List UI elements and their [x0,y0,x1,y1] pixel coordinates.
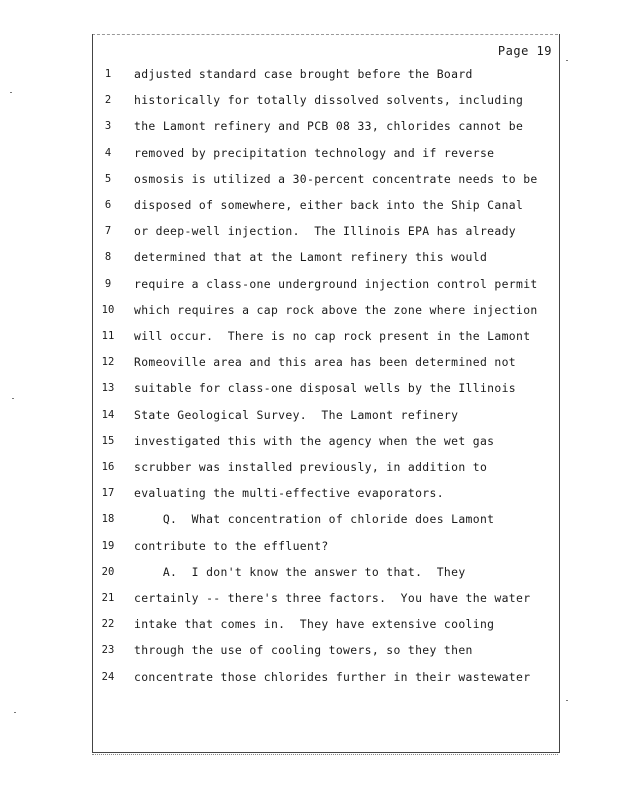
line-number: 3 [104,120,112,133]
line-number: 8 [104,251,112,264]
line-text: suitable for class-one disposal wells by the Illinois [134,381,517,396]
scan-speck [566,60,568,61]
line-text: through the use of cooling towers, so they then [134,643,473,658]
line-text: scrubber was installed previously, in addition to [134,460,488,474]
transcript-line [92,221,558,241]
line-number: 10 [101,303,115,316]
transcript-line [92,457,558,477]
line-number: 11 [101,330,115,342]
line-number: 12 [101,356,115,369]
line-number: 5 [104,172,112,185]
line-number: 1 [104,68,112,80]
line-text: concentrate those chlorides further in their wastewater [134,669,531,684]
line-text: determined that at the Lamont refinery this would [134,250,488,265]
scan-footer-noise [92,754,558,755]
line-number: 7 [104,225,112,238]
line-number: 6 [104,199,112,211]
line-text: intake that comes in. They have extensive cooling [134,617,495,632]
line-text: A. I don't know the answer to that. They [134,564,466,579]
transcript-line [92,116,558,136]
transcript-line [92,300,558,320]
line-number: 20 [101,565,115,578]
line-number: 14 [101,408,115,421]
transcript-line [92,640,558,660]
line-text: Romeoville area and this area has been determined not [134,355,517,370]
line-number: 2 [104,94,112,107]
line-number: 21 [101,592,115,604]
scan-speck [14,712,16,713]
scan-speck [12,398,14,399]
line-number: 16 [101,461,115,473]
line-number: 9 [104,277,112,290]
transcript-line [92,326,558,346]
line-text: adjusted standard case brought before the Board [134,67,473,81]
transcript-line [92,483,558,503]
scan-speck [10,92,12,93]
scan-speck [566,700,568,701]
line-number: 4 [104,146,112,159]
line-text: Q. What concentration of chloride does Lamont [134,512,495,527]
line-text: certainly -- there's three factors. You have the water [134,591,531,605]
line-text: require a class-one underground injection control permit [134,276,538,291]
transcript-line [92,143,558,163]
transcript-line [92,509,558,529]
line-number: 23 [101,644,115,657]
line-text: will occur. There is no cap rock present in the Lamont [134,329,531,343]
transcript-line [92,536,558,556]
line-number: 22 [101,618,115,631]
transcript-line [92,274,558,294]
line-number: 24 [101,670,115,683]
transcript-line [92,247,558,267]
transcript-line [92,64,558,84]
transcript-line [92,90,558,110]
line-number: 18 [101,513,115,526]
line-text: historically for totally dissolved solvents, including [134,93,524,108]
line-number: 15 [101,434,115,447]
transcript-line [92,405,558,425]
transcript-line [92,431,558,451]
transcript-line [92,562,558,582]
transcript-line [92,169,558,189]
line-text: State Geological Survey. The Lamont refinery [134,407,459,422]
line-text: removed by precipitation technology and if reverse [134,145,495,160]
line-text: osmosis is utilized a 30-percent concentrate needs to be [134,171,538,186]
line-text: or deep-well injection. The Illinois EPA has already [134,224,517,239]
page-number: Page 19 [497,44,552,58]
transcript-line [92,352,558,372]
transcript-line [92,588,558,608]
line-text: the Lamont refinery and PCB 08 33, chlorides cannot be [134,119,524,134]
transcript-line [92,667,558,687]
line-text: which requires a cap rock above the zone where injection [134,302,538,317]
line-text: contribute to the effluent? [134,538,329,553]
transcript-line [92,614,558,634]
line-number: 19 [101,539,115,552]
line-text: evaluating the multi-effective evaporators. [134,486,444,501]
line-number: 13 [101,382,115,395]
line-text: investigated this with the agency when the wet gas [134,433,495,448]
line-text: disposed of somewhere, either back into the Ship Canal [134,198,524,212]
transcript-line [92,195,558,215]
transcript-line [92,378,558,398]
line-number: 17 [101,487,115,500]
